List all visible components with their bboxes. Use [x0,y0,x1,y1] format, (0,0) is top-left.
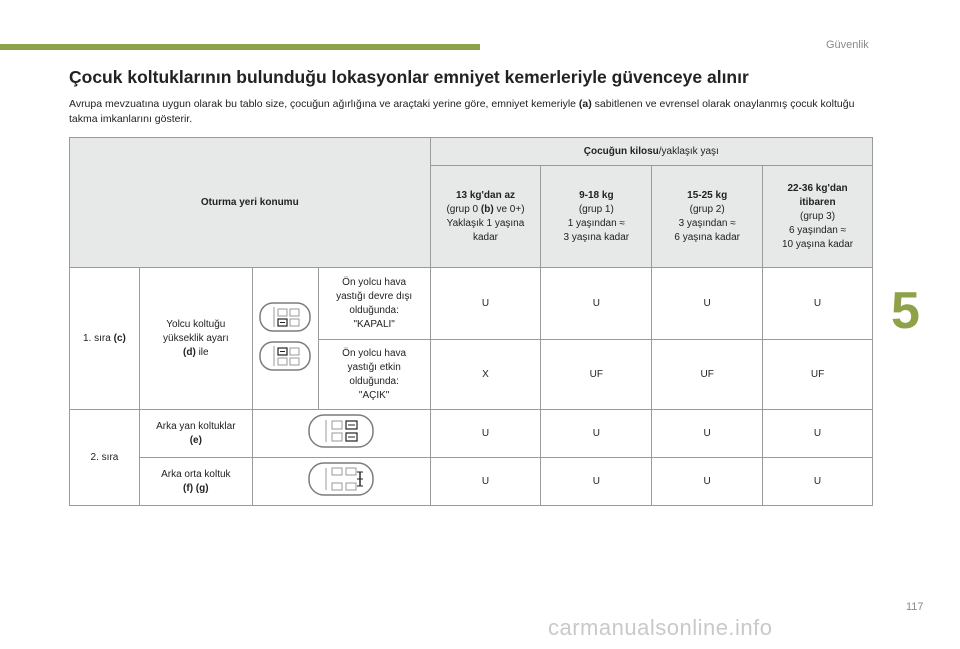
chapter-number: 5 [891,282,920,340]
table-cell: U [430,410,541,458]
weight-header: Çocuğun kilosu/yaklaşık yaşı [430,138,872,166]
table-cell: U [763,410,873,458]
row-1-sublabel: Yolcu koltuğu yükseklik ayarı (d) ile [139,268,252,410]
group-3-header: 22-36 kg'dan itibaren (grup 3) 6 yaşından ≈ 10 yaşına kadar [763,166,873,268]
watermark: carmanualsonline.info [548,615,773,640]
header-accent-bar [0,44,480,50]
row-1-label: 1. sıra (c) [70,268,140,410]
rear-center-icon-cell [252,458,430,506]
seat-position-header: Oturma yeri konumu [70,138,431,268]
table-cell: UF [763,340,873,410]
table-cell: U [652,458,763,506]
airbag-off-label: Ön yolcu hava yastığı devre dışı olduğunda: "KAPALI" [318,268,430,340]
child-seat-table [69,137,873,506]
car-top-view-icon [257,339,313,373]
car-top-view-icon [257,300,313,334]
row-2-label: 2. sıra [70,410,140,506]
table-cell: U [541,410,652,458]
airbag-on-label: Ön yolcu hava yastığı etkin olduğunda: "AÇIK" [318,340,430,410]
table-cell: U [763,268,873,340]
car-top-view-icon [306,412,376,450]
table-cell: X [430,340,541,410]
table-cell: UF [541,340,652,410]
group-2-header: 15-25 kg (grup 2) 3 yaşından ≈ 6 yaşına kadar [652,166,763,268]
table-cell: U [763,458,873,506]
table-cell: U [430,268,541,340]
front-seat-icons [252,268,318,410]
page-number: 117 [906,601,924,613]
rear-side-icon-cell [252,410,430,458]
car-top-view-icon [306,460,376,498]
table-cell: U [541,268,652,340]
group-0-header: 13 kg'dan az (grup 0 (b) ve 0+) Yaklaşık 1 yaşına kadar [430,166,541,268]
intro-paragraph: Avrupa mevzuatına uygun olarak bu tablo size, çocuğun ağırlığına ve araçtaki yerine göre, emniyet kemeriyle (a) sabitlenen ve evrensel olarak onaylanmış çocuk koltuğu takma imkanlarını gösterir. [69,98,855,125]
rear-side-label: Arka yan koltuklar (e) [139,410,252,458]
section-title: Güvenlik [826,39,869,51]
table-cell: U [430,458,541,506]
group-1-header: 9-18 kg (grup 1) 1 yaşından ≈ 3 yaşına kadar [541,166,652,268]
table-cell: U [541,458,652,506]
table-cell: U [652,268,763,340]
page-title: Çocuk koltuklarının bulunduğu lokasyonlar emniyet kemerleriyle güvenceye alınır [69,67,749,87]
table-cell: UF [652,340,763,410]
rear-center-label: Arka orta koltuk (f) (g) [139,458,252,506]
table-cell: U [652,410,763,458]
